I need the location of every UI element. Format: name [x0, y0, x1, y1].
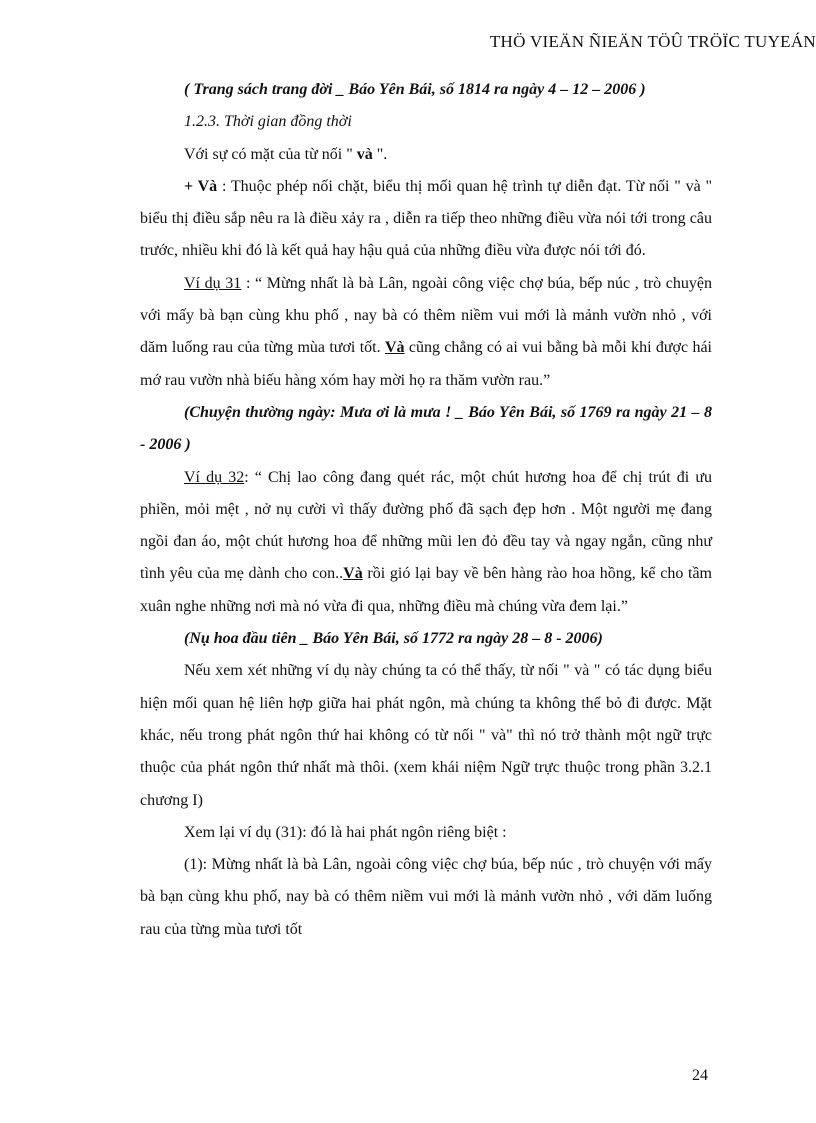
source-citation: (Chuyện thường ngày: Mưa ơi là mưa ! _ Báo Yên Bái, số 1769 ra ngày 21 – 8 - 2006 ) [140, 403, 712, 454]
paragraph: Xem lại ví dụ (31): đó là hai phát ngôn riêng biệt : [184, 823, 507, 841]
paragraph: Với sự có mặt của từ nối " và ". [184, 145, 388, 163]
section-heading: 1.2.3. Thời gian đồng thời [184, 113, 352, 131]
example-32: Ví dụ 32: “ Chị lao công đang quét rác, một chút hương hoa để chị trút đi ưu phiền, mỏi mệt , nở nụ cười vì thấy đường phố đã sạch đẹp hơn . Một người mẹ đang ngồi đan áo, một chút hương hoa để những mũi len đỏ đều tay và ngay ngắn, cũng như tình yêu của mẹ dành cho con..Và rồi gió lại bay về bên hàng rào hoa hồng, kể cho tầm xuân nghe những nơi mà nó vừa đi qua, những điều mà chúng vừa đem lại.” [140, 468, 713, 615]
paragraph: Nếu xem xét những ví dụ này chúng ta có thể thấy, từ nối " và " có tác dụng biểu hiện mối quan hệ liên hợp giữa hai phát ngôn, mà chúng ta không thể bỏ đi được. Mặt khác, nếu trong phát ngôn thứ hai không có từ nối " và" thì nó trở thành một ngữ trực thuộc của phát ngôn thứ nhất mà thôi. (xem khái niệm Ngữ trực thuộc trong phần 3.2.1 chương I) [140, 662, 712, 809]
source-citation: (Nụ hoa đầu tiên _ Báo Yên Bái, số 1772 ra ngày 28 – 8 - 2006) [184, 630, 603, 648]
page-body [140, 74, 712, 946]
example-31: Ví dụ 31 : “ Mừng nhất là bà Lân, ngoài công việc chợ búa, bếp núc , trò chuyện với mấy bà bạn cùng khu phố , nay bà có thêm niềm vui mới là mảnh vườn nhỏ , với dăm luống rau của từng mùa tươi tốt. Và cũng chẳng có ai vui bằng bà mỗi khi được hái mớ rau vườn nhà biếu hàng xóm hay mời họ ra thăm vườn rau.” [140, 274, 713, 389]
source-citation: ( Trang sách trang đời _ Báo Yên Bái, số 1814 ra ngày 4 – 12 – 2006 ) [184, 81, 646, 98]
running-header: THÖ VIEÄN ÑIEÄN TÖÛ TRÖÏC TUYEÁN [489, 32, 816, 51]
paragraph: + Và : Thuộc phép nối chặt, biểu thị mối quan hệ trình tự diễn đạt. Từ nối " và " biểu thị điều sắp nêu ra là điều xảy ra , diễn ra tiếp theo những điều vừa nói tới trong câu trước, nhiều khi đó là kết quả hay hậu quả của những điều vừa được nói tới đó. [140, 177, 712, 260]
paragraph: (1): Mừng nhất là bà Lân, ngoài công việc chợ búa, bếp núc , trò chuyện với mấy bà bạn cùng khu phố, nay bà có thêm niềm vui mới là mảnh vườn nhỏ , với dăm luống rau của từng mùa tươi tốt [140, 856, 712, 938]
page-number: 24 [692, 1067, 708, 1084]
